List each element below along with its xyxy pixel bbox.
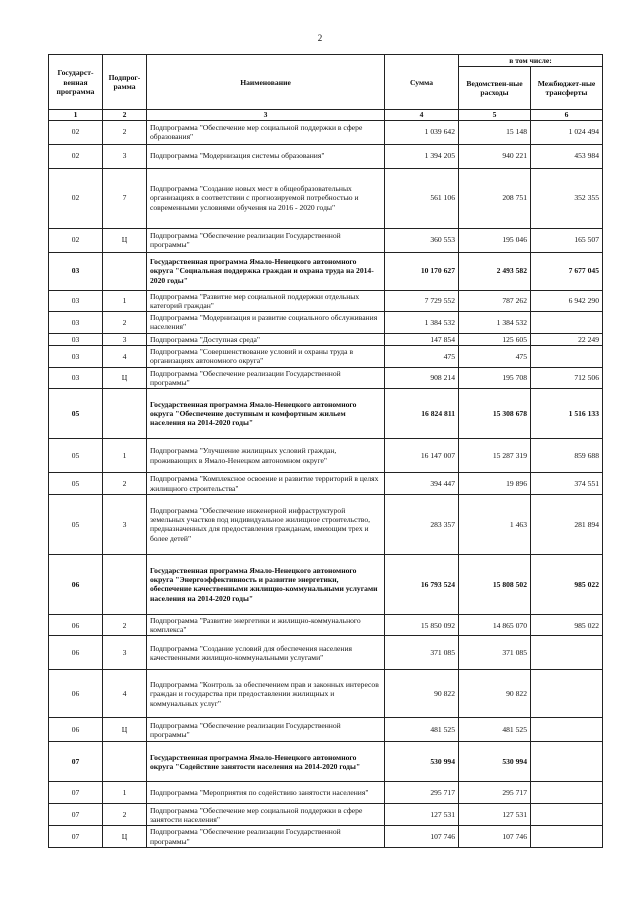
- budget-table: [48, 54, 603, 848]
- program-row: [49, 742, 603, 782]
- row-transfers: 6 942 290: [531, 290, 603, 312]
- row-sum: 475: [385, 346, 459, 368]
- row-transfers: 1 024 494: [531, 120, 603, 144]
- row-dept-expenses: 1 463: [459, 494, 531, 554]
- program-code: 06: [49, 670, 103, 718]
- row-name: Подпрограмма "Развитие мер социальной поддержки отдельных категорий граждан": [147, 290, 385, 312]
- row-sum: 561 106: [385, 168, 459, 228]
- row-sum: 15 850 092: [385, 614, 459, 636]
- row-name: Подпрограмма "Обеспечение мер социальной поддержки в сфере образования": [147, 120, 385, 144]
- row-sum: 10 170 627: [385, 252, 459, 290]
- row-name: Государственная программа Ямало-Ненецкого автономного округа "Содействие занятости населения на 2014-2020 годы": [147, 742, 385, 782]
- subprogram-row: [49, 826, 603, 848]
- subprogram-row: [49, 473, 603, 495]
- subprogram-row: [49, 670, 603, 718]
- subprogram-code: 2: [103, 473, 147, 495]
- row-name: Подпрограмма "Модернизация и развитие социального обслуживания населения": [147, 312, 385, 334]
- row-sum: 1 394 205: [385, 144, 459, 168]
- program-code: 03: [49, 290, 103, 312]
- subprogram-row: [49, 290, 603, 312]
- row-sum: 295 717: [385, 782, 459, 804]
- subprogram-code: 3: [103, 144, 147, 168]
- row-name: Подпрограмма "Контроль за обеспечением прав и законных интересов граждан и государства при предоставлении жилищных и коммунальных услуг": [147, 670, 385, 718]
- subprogram-code: 4: [103, 346, 147, 368]
- subprogram-row: [49, 346, 603, 368]
- row-sum: 90 822: [385, 670, 459, 718]
- row-sum: 530 994: [385, 742, 459, 782]
- row-name: Подпрограмма "Обеспечение реализации Государственной программы": [147, 367, 385, 389]
- subprogram-code: 1: [103, 782, 147, 804]
- row-name: Подпрограмма "Обеспечение инженерной инфраструктурой земельных участков под индивидуальное жилищное строительство, предназначенных для предоставления гражданам, имеющим трех и более детей": [147, 494, 385, 554]
- subprogram-row: [49, 333, 603, 345]
- program-code: 05: [49, 473, 103, 495]
- row-sum: 371 085: [385, 636, 459, 670]
- header-sum: Сумма: [385, 55, 459, 110]
- row-name: Государственная программа Ямало-Ненецкого автономного округа "Социальная поддержка граждан и охрана труда на 2014-2020 годы": [147, 252, 385, 290]
- header-including: в том числе:: [459, 55, 603, 67]
- row-name: Подпрограмма "Мероприятия по содействию занятости населения": [147, 782, 385, 804]
- program-code: 03: [49, 367, 103, 389]
- subprogram-row: [49, 494, 603, 554]
- subprogram-code: Ц: [103, 718, 147, 742]
- subprogram-code: 3: [103, 636, 147, 670]
- row-name: Подпрограмма "Модернизация системы образования": [147, 144, 385, 168]
- row-name: Подпрограмма "Доступная среда": [147, 333, 385, 345]
- column-number: 1: [49, 110, 103, 120]
- subprogram-code: [103, 389, 147, 439]
- row-name: Подпрограмма "Обеспечение мер социальной поддержки в сфере занятости населения": [147, 804, 385, 826]
- row-sum: 127 531: [385, 804, 459, 826]
- program-code: 05: [49, 494, 103, 554]
- row-transfers: [531, 636, 603, 670]
- row-transfers: 7 677 045: [531, 252, 603, 290]
- row-dept-expenses: 14 865 070: [459, 614, 531, 636]
- row-sum: 908 214: [385, 367, 459, 389]
- subprogram-row: [49, 367, 603, 389]
- column-number: 2: [103, 110, 147, 120]
- row-transfers: 859 688: [531, 439, 603, 473]
- row-dept-expenses: 15 148: [459, 120, 531, 144]
- row-dept-expenses: 195 046: [459, 228, 531, 252]
- program-code: 07: [49, 804, 103, 826]
- subprogram-row: [49, 312, 603, 334]
- row-transfers: 165 507: [531, 228, 603, 252]
- header-name: Наименование: [147, 55, 385, 110]
- subprogram-code: Ц: [103, 228, 147, 252]
- subprogram-row: [49, 614, 603, 636]
- subprogram-row: [49, 228, 603, 252]
- subprogram-row: [49, 718, 603, 742]
- program-row: [49, 252, 603, 290]
- row-transfers: 985 022: [531, 554, 603, 614]
- program-code: 02: [49, 120, 103, 144]
- row-dept-expenses: 481 525: [459, 718, 531, 742]
- row-sum: 107 746: [385, 826, 459, 848]
- row-name: Государственная программа Ямало-Ненецкого автономного округа "Обеспечение доступным и комфортным жильем населения на 2014-2020 годы": [147, 389, 385, 439]
- header-dept: Ведомствен-ные расходы: [459, 67, 531, 110]
- row-dept-expenses: 295 717: [459, 782, 531, 804]
- row-transfers: 281 894: [531, 494, 603, 554]
- row-sum: 16 824 811: [385, 389, 459, 439]
- row-transfers: 712 506: [531, 367, 603, 389]
- subprogram-code: 1: [103, 290, 147, 312]
- row-name: Подпрограмма "Обеспечение реализации Государственной программы": [147, 718, 385, 742]
- row-name: Государственная программа Ямало-Ненецкого автономного округа "Энергоэффективность и развитие энергетики, обеспечение качественными жилищно-коммунальными услугами населения на 2014-2020 годы": [147, 554, 385, 614]
- row-transfers: 985 022: [531, 614, 603, 636]
- program-code: 03: [49, 312, 103, 334]
- row-dept-expenses: 475: [459, 346, 531, 368]
- subprogram-code: 2: [103, 120, 147, 144]
- row-transfers: 374 551: [531, 473, 603, 495]
- subprogram-row: [49, 168, 603, 228]
- subprogram-row: [49, 144, 603, 168]
- program-code: 06: [49, 614, 103, 636]
- row-dept-expenses: 195 708: [459, 367, 531, 389]
- subprogram-row: [49, 120, 603, 144]
- row-dept-expenses: 371 085: [459, 636, 531, 670]
- row-name: Подпрограмма "Создание условий для обеспечения населения качественными жилищно-коммунальными услугами": [147, 636, 385, 670]
- header-subprogram: Подпрог-рамма: [103, 55, 147, 110]
- row-sum: 360 553: [385, 228, 459, 252]
- row-name: Подпрограмма "Развитие энергетики и жилищно-коммунального комплекса": [147, 614, 385, 636]
- program-code: 03: [49, 346, 103, 368]
- row-transfers: [531, 826, 603, 848]
- subprogram-row: [49, 439, 603, 473]
- row-sum: 1 384 532: [385, 312, 459, 334]
- row-transfers: [531, 670, 603, 718]
- row-name: Подпрограмма "Совершенствование условий и охраны труда в организациях автономного округа": [147, 346, 385, 368]
- row-transfers: [531, 312, 603, 334]
- program-code: 05: [49, 389, 103, 439]
- subprogram-code: 4: [103, 670, 147, 718]
- row-name: Подпрограмма "Улучшение жилищных условий граждан, проживающих в Ямало-Ненецком автономном округе": [147, 439, 385, 473]
- row-name: Подпрограмма "Обеспечение реализации Государственной программы": [147, 826, 385, 848]
- row-transfers: [531, 718, 603, 742]
- row-transfers: [531, 804, 603, 826]
- row-sum: 7 729 552: [385, 290, 459, 312]
- program-code: 07: [49, 782, 103, 804]
- program-code: 05: [49, 439, 103, 473]
- subprogram-row: [49, 636, 603, 670]
- subprogram-code: Ц: [103, 367, 147, 389]
- subprogram-row: [49, 804, 603, 826]
- row-dept-expenses: 107 746: [459, 826, 531, 848]
- subprogram-code: [103, 742, 147, 782]
- column-number: 4: [385, 110, 459, 120]
- row-dept-expenses: 208 751: [459, 168, 531, 228]
- header-transfers: Межбюджет-ные трансферты: [531, 67, 603, 110]
- subprogram-code: 2: [103, 614, 147, 636]
- program-row: [49, 389, 603, 439]
- row-transfers: 352 355: [531, 168, 603, 228]
- row-sum: 1 039 642: [385, 120, 459, 144]
- program-code: 02: [49, 228, 103, 252]
- row-sum: 147 854: [385, 333, 459, 345]
- row-dept-expenses: 787 262: [459, 290, 531, 312]
- program-code: 03: [49, 252, 103, 290]
- row-sum: 16 147 007: [385, 439, 459, 473]
- row-transfers: 22 249: [531, 333, 603, 345]
- subprogram-code: 2: [103, 312, 147, 334]
- subprogram-code: 7: [103, 168, 147, 228]
- program-row: [49, 554, 603, 614]
- row-transfers: 1 516 133: [531, 389, 603, 439]
- column-number: 5: [459, 110, 531, 120]
- row-dept-expenses: 530 994: [459, 742, 531, 782]
- row-dept-expenses: 15 287 319: [459, 439, 531, 473]
- subprogram-row: [49, 782, 603, 804]
- table-body: [49, 120, 603, 847]
- row-dept-expenses: 15 808 502: [459, 554, 531, 614]
- program-code: 07: [49, 826, 103, 848]
- subprogram-code: 1: [103, 439, 147, 473]
- row-dept-expenses: 125 605: [459, 333, 531, 345]
- row-dept-expenses: 1 384 532: [459, 312, 531, 334]
- row-dept-expenses: 2 493 582: [459, 252, 531, 290]
- row-transfers: [531, 782, 603, 804]
- row-sum: 283 357: [385, 494, 459, 554]
- row-transfers: [531, 346, 603, 368]
- subprogram-code: Ц: [103, 826, 147, 848]
- program-code: 06: [49, 718, 103, 742]
- row-dept-expenses: 90 822: [459, 670, 531, 718]
- row-sum: 481 525: [385, 718, 459, 742]
- row-name: Подпрограмма "Обеспечение реализации Государственной программы": [147, 228, 385, 252]
- row-transfers: 453 984: [531, 144, 603, 168]
- program-code: 02: [49, 168, 103, 228]
- row-name: Подпрограмма "Комплексное освоение и развитие территорий в целях жилищного строительства": [147, 473, 385, 495]
- column-number: 3: [147, 110, 385, 120]
- subprogram-code: [103, 252, 147, 290]
- program-code: 07: [49, 742, 103, 782]
- row-transfers: [531, 742, 603, 782]
- row-dept-expenses: 127 531: [459, 804, 531, 826]
- program-code: 02: [49, 144, 103, 168]
- subprogram-code: 2: [103, 804, 147, 826]
- row-sum: 394 447: [385, 473, 459, 495]
- row-dept-expenses: 940 221: [459, 144, 531, 168]
- row-sum: 16 793 524: [385, 554, 459, 614]
- subprogram-code: 3: [103, 494, 147, 554]
- program-code: 06: [49, 554, 103, 614]
- program-code: 06: [49, 636, 103, 670]
- column-number: 6: [531, 110, 603, 120]
- subprogram-code: [103, 554, 147, 614]
- subprogram-code: 3: [103, 333, 147, 345]
- row-dept-expenses: 15 308 678: [459, 389, 531, 439]
- header-program: Государст-венная программа: [49, 55, 103, 110]
- program-code: 03: [49, 333, 103, 345]
- row-name: Подпрограмма "Создание новых мест в общеобразовательных организациях в соответствии с прогнозируемой потребностью и современными условиями обучения на 2016 - 2020 годы": [147, 168, 385, 228]
- row-dept-expenses: 19 896: [459, 473, 531, 495]
- page-number: 2: [317, 33, 323, 43]
